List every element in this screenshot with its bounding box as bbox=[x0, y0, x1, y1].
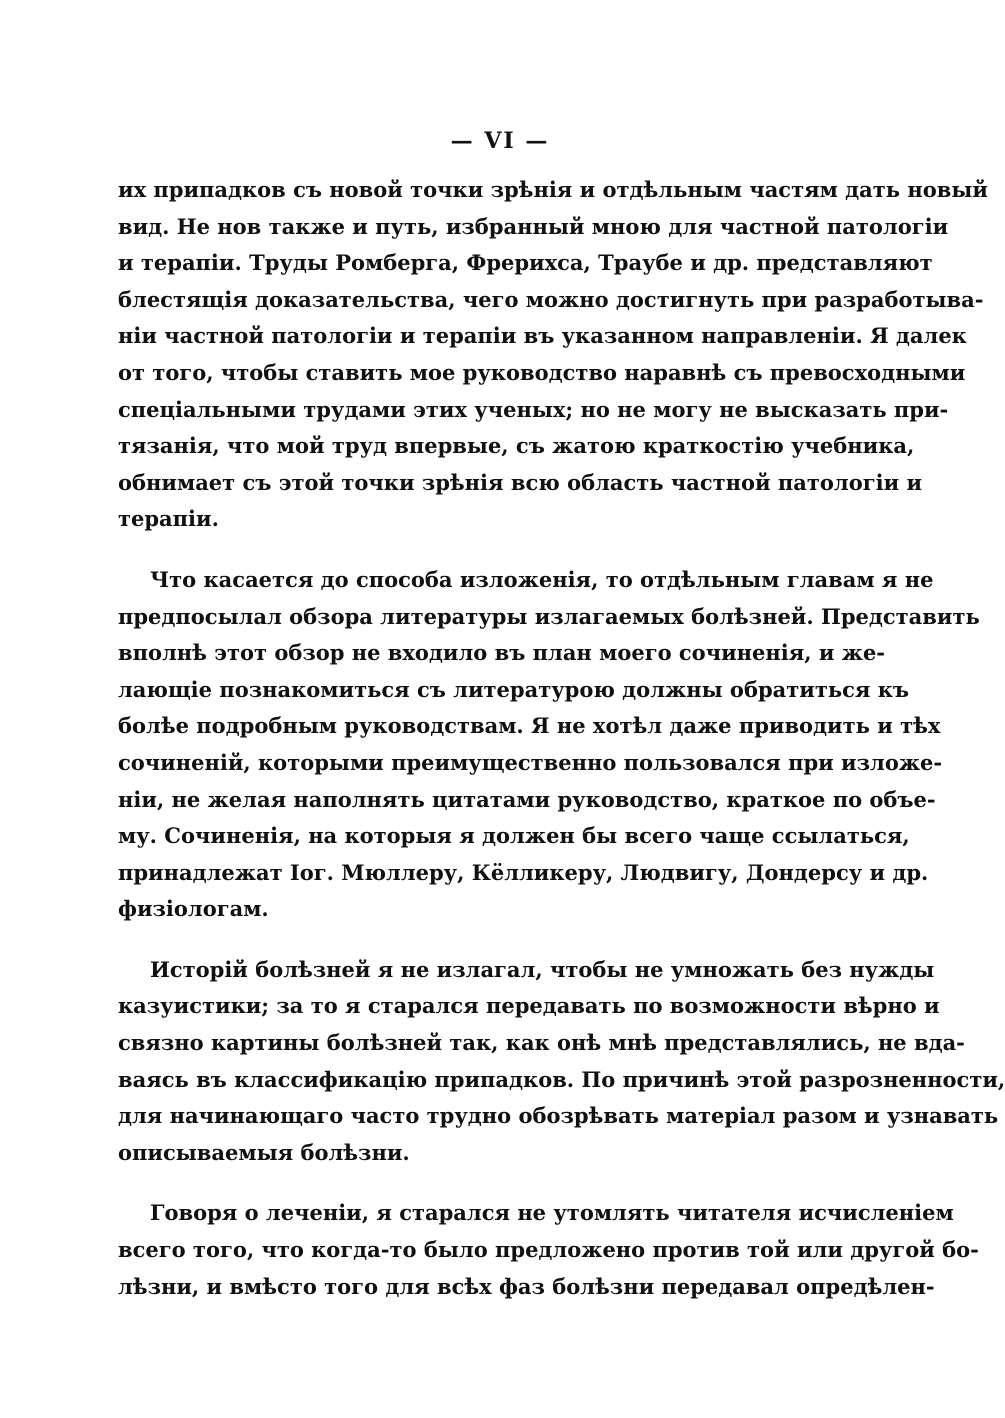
paragraph-2 bbox=[118, 562, 980, 928]
page-number: — VI — bbox=[450, 128, 550, 154]
text-line: ніи, не желая наполнять цитатами руководство, краткое по объе- bbox=[118, 786, 936, 812]
text-line: вид. Не нов также и путь, избранный мною для частной патологіи bbox=[118, 213, 949, 239]
body-text bbox=[118, 172, 1005, 1329]
text-line: связно картины болѣзней так, как онѣ мнѣ представлялись, не вда- bbox=[118, 1030, 965, 1056]
text-line: спеціальными трудами этих ученых; но не могу не высказать при- bbox=[118, 396, 949, 422]
text-line: вполнѣ этот обзор не входило въ план моего сочиненія, и же- bbox=[118, 640, 886, 666]
text-line: обнимает съ этой точки зрѣнія всю область частной патологіи и bbox=[118, 469, 923, 495]
text-line: терапіи. bbox=[118, 506, 219, 532]
text-line: Что касается до способа изложенія, то отдѣльным главам я не bbox=[150, 566, 934, 592]
text-line: лающіе познакомиться съ литературою должны обратиться къ bbox=[118, 676, 909, 702]
text-line: всего того, что когда-то было предложено против той или другой бо- bbox=[118, 1237, 979, 1263]
text-line: Говоря о леченіи, я старался не утомлять читателя исчисленіем bbox=[150, 1200, 954, 1226]
text-line: сочиненій, которыми преимущественно пользовался при изложе- bbox=[118, 749, 943, 775]
paragraph-1 bbox=[118, 172, 988, 538]
text-line: лѣзни, и вмѣсто того для всѣх фаз болѣзни передавал опредѣлен- bbox=[118, 1273, 935, 1299]
paragraph-3 bbox=[118, 952, 1005, 1172]
text-line: от того, чтобы ставить мое руководство наравнѣ съ превосходными bbox=[118, 359, 966, 385]
text-line: ваясь въ классификацію припадков. По причинѣ этой разрозненности, bbox=[118, 1066, 1005, 1092]
text-line: принадлежат Іог. Мюллеру, Кёлликеру, Людвигу, Дондерсу и др. bbox=[118, 859, 929, 885]
text-line: физіологам. bbox=[118, 896, 269, 922]
text-line: болѣе подробным руководствам. Я не хотѣл даже приводить и тѣх bbox=[118, 713, 941, 739]
text-line: их припадков съ новой точки зрѣнія и отдѣльным частям дать новый bbox=[118, 177, 988, 202]
text-line: для начинающаго часто трудно обозрѣвать матеріал разом и узнавать bbox=[118, 1103, 999, 1129]
text-line: казуистики; за то я старался передавать по возможности вѣрно и bbox=[118, 993, 940, 1019]
text-line: предпосылал обзора литературы излагаемых болѣзней. Представить bbox=[118, 603, 980, 629]
text-line: тязанія, что мой труд впервые, съ жатою краткостію учебника, bbox=[118, 433, 915, 459]
text-line: блестящія доказательства, чего можно достигнуть при разработыва- bbox=[118, 286, 984, 312]
text-line: Исторій болѣзней я не излагал, чтобы не умножать без нужды bbox=[150, 956, 935, 982]
text-line: му. Сочиненія, на которыя я должен бы всего чаще ссылаться, bbox=[118, 823, 910, 849]
text-line: описываемыя болѣзни. bbox=[118, 1139, 410, 1165]
paragraph-4 bbox=[118, 1195, 979, 1305]
text-line: и терапіи. Труды Ромберга, Фрерихса, Траубе и др. представляют bbox=[118, 250, 933, 276]
text-line: ніи частной патологіи и терапіи въ указанном направленіи. Я далек bbox=[118, 323, 967, 349]
